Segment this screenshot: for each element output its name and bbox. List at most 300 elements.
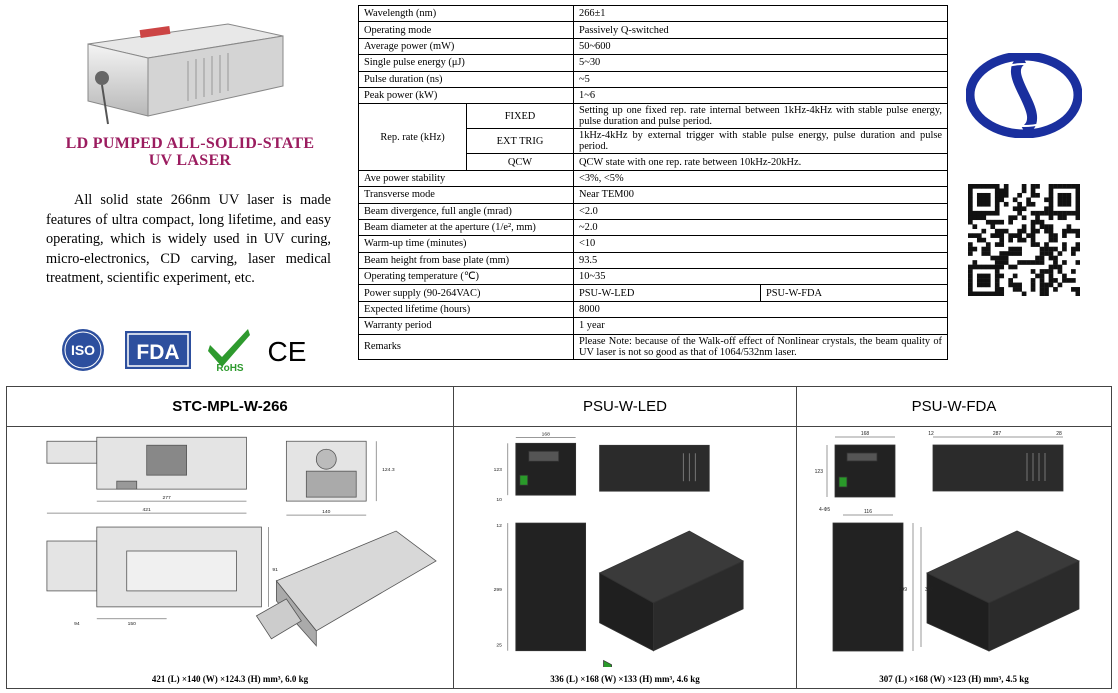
rep-rate-mode: EXT TRIG bbox=[467, 129, 574, 154]
qr-module bbox=[1017, 229, 1022, 234]
qr-module bbox=[1040, 274, 1045, 279]
qr-module bbox=[1040, 260, 1045, 265]
dim-label: 12 bbox=[496, 523, 502, 530]
qr-module bbox=[990, 211, 995, 216]
qr-module bbox=[981, 184, 986, 189]
qr-module bbox=[1049, 251, 1054, 256]
psu-led-panel bbox=[454, 387, 797, 688]
spec-value: <2.0 bbox=[574, 203, 948, 219]
spec-label: Power supply (90-264VAC) bbox=[359, 285, 574, 301]
spec-label: Expected lifetime (hours) bbox=[359, 301, 574, 317]
dim-label: 140 bbox=[322, 509, 331, 516]
dim-label: 10 bbox=[496, 497, 502, 504]
qr-module bbox=[1044, 197, 1049, 202]
dim-label: 150 bbox=[127, 620, 136, 627]
qr-module bbox=[999, 220, 1004, 225]
title-line-2: UV LASER bbox=[148, 152, 232, 169]
qr-module bbox=[981, 292, 986, 296]
qr-module bbox=[968, 242, 973, 247]
qr-module bbox=[1008, 247, 1013, 252]
table-row bbox=[359, 219, 948, 235]
qr-module bbox=[1040, 287, 1045, 292]
qr-module bbox=[1049, 211, 1054, 216]
qr-module bbox=[1022, 184, 1027, 189]
qr-module bbox=[1031, 193, 1036, 198]
qr-module bbox=[1022, 260, 1027, 265]
qr-module bbox=[1076, 184, 1080, 189]
table-row bbox=[359, 318, 948, 334]
qr-module bbox=[981, 197, 986, 202]
qr-module bbox=[968, 202, 973, 207]
table-row bbox=[359, 203, 948, 219]
qr-module bbox=[1076, 292, 1080, 296]
qr-module bbox=[1067, 278, 1072, 283]
table-row bbox=[359, 236, 948, 252]
spec-value: PSU-W-FDA bbox=[761, 285, 948, 301]
qr-module bbox=[1013, 265, 1018, 270]
qr-module bbox=[1017, 283, 1022, 288]
psu-fda-panel bbox=[797, 387, 1111, 688]
qr-module bbox=[995, 278, 1000, 283]
qr-module bbox=[1049, 215, 1054, 220]
qr-module bbox=[1062, 184, 1067, 189]
qr-module bbox=[995, 287, 1000, 292]
psu-led-drawing bbox=[454, 431, 796, 667]
qr-module bbox=[1053, 211, 1058, 216]
qr-module bbox=[1040, 292, 1045, 296]
qr-module bbox=[1044, 206, 1049, 211]
laser-head-panel bbox=[7, 387, 454, 688]
qr-module bbox=[1058, 184, 1063, 189]
spec-label: Pulse duration (ns) bbox=[359, 71, 574, 87]
panel-title: PSU-W-FDA bbox=[797, 387, 1111, 427]
qr-module bbox=[1017, 233, 1022, 238]
qr-module bbox=[968, 292, 973, 296]
qr-module bbox=[1076, 229, 1080, 234]
qr-module bbox=[981, 265, 986, 270]
qr-module bbox=[981, 278, 986, 283]
qr-module bbox=[1076, 260, 1080, 265]
spec-value: Please Note: because of the Walk-off effect of Nonlinear crystals, the beam quality of UV laser is not so good as that of 1064/532nm laser. bbox=[574, 334, 948, 359]
qr-module bbox=[1044, 211, 1049, 216]
qr-module bbox=[1071, 269, 1076, 274]
qr-module bbox=[986, 242, 991, 247]
qr-module bbox=[1062, 247, 1067, 252]
qr-module bbox=[1031, 283, 1036, 288]
qr-module bbox=[995, 242, 1000, 247]
qr-module bbox=[1076, 211, 1080, 216]
qr-module bbox=[968, 215, 973, 220]
qr-module bbox=[1035, 211, 1040, 216]
qr-module bbox=[1067, 193, 1072, 198]
spec-label: Remarks bbox=[359, 334, 574, 359]
qr-module bbox=[1062, 193, 1067, 198]
dim-label: 168 bbox=[860, 431, 870, 437]
qr-module bbox=[1017, 247, 1022, 252]
qr-module bbox=[1035, 260, 1040, 265]
qr-module bbox=[1071, 211, 1076, 216]
qr-module bbox=[999, 260, 1004, 265]
qr-module bbox=[1044, 229, 1049, 234]
qr-module bbox=[1031, 220, 1036, 225]
qr-module bbox=[1067, 197, 1072, 202]
qr-module bbox=[968, 206, 973, 211]
qr-module bbox=[1062, 211, 1067, 216]
qr-module bbox=[990, 224, 995, 229]
qr-module bbox=[1049, 193, 1054, 198]
panel-title: STC-MPL-W-266 bbox=[7, 387, 453, 427]
qr-module bbox=[977, 283, 982, 288]
qr-module bbox=[1049, 238, 1054, 243]
qr-module bbox=[1035, 184, 1040, 189]
qr-module bbox=[1058, 251, 1063, 256]
spec-value: 8000 bbox=[574, 301, 948, 317]
spec-label: Warm-up time (minutes) bbox=[359, 236, 574, 252]
qr-module bbox=[1013, 287, 1018, 292]
qr-module bbox=[1031, 224, 1036, 229]
qr-module bbox=[1035, 215, 1040, 220]
spec-label: Operating temperature (℃) bbox=[359, 269, 574, 285]
qr-module bbox=[1062, 215, 1067, 220]
qr-module bbox=[972, 265, 977, 270]
dim-label: 299 bbox=[493, 586, 502, 593]
qr-module bbox=[1049, 269, 1054, 274]
qr-module bbox=[1062, 274, 1067, 279]
qr-module bbox=[968, 211, 973, 216]
spec-label: Average power (mW) bbox=[359, 38, 574, 54]
qr-module bbox=[1022, 206, 1027, 211]
qr-module bbox=[995, 274, 1000, 279]
dim-label: 116 bbox=[864, 509, 872, 515]
qr-module bbox=[1022, 229, 1027, 234]
table-row bbox=[359, 301, 948, 317]
qr-module bbox=[1013, 215, 1018, 220]
spec-value: QCW state with one rep. rate between 10kHz-20kHz. bbox=[574, 154, 948, 170]
dimension-drawings bbox=[6, 386, 1112, 689]
panel-footer: 336 (L) ×168 (W) ×133 (H) mm³, 4.6 kg bbox=[550, 674, 700, 684]
qr-module bbox=[1008, 283, 1013, 288]
qr-module bbox=[1044, 247, 1049, 252]
qr-module bbox=[1031, 278, 1036, 283]
qr-module bbox=[986, 193, 991, 198]
qr-module bbox=[999, 238, 1004, 243]
qr-module bbox=[999, 197, 1004, 202]
qr-module bbox=[995, 256, 1000, 261]
qr-module bbox=[972, 224, 977, 229]
qr-module bbox=[995, 283, 1000, 288]
qr-module bbox=[986, 184, 991, 189]
qr-module bbox=[1004, 188, 1009, 193]
qr-module bbox=[1076, 206, 1080, 211]
qr-module bbox=[1049, 278, 1054, 283]
spec-label: Beam height from base plate (mm) bbox=[359, 252, 574, 268]
qr-module bbox=[1053, 287, 1058, 292]
qr-module bbox=[1022, 238, 1027, 243]
qr-module bbox=[1031, 238, 1036, 243]
spec-label: Wavelength (nm) bbox=[359, 6, 574, 22]
spec-label: Ave power stability bbox=[359, 170, 574, 186]
table-row bbox=[359, 22, 948, 38]
qr-module bbox=[1022, 224, 1027, 229]
qr-module bbox=[1026, 197, 1031, 202]
dim-label: 277 bbox=[162, 495, 171, 502]
qr-module bbox=[1031, 233, 1036, 238]
qr-module bbox=[968, 265, 973, 270]
qr-module bbox=[968, 184, 973, 189]
qr-module bbox=[968, 188, 973, 193]
qr-module bbox=[977, 197, 982, 202]
table-row bbox=[359, 187, 948, 203]
qr-module bbox=[1067, 229, 1072, 234]
spec-value: ~2.0 bbox=[574, 219, 948, 235]
qr-module bbox=[1053, 256, 1058, 261]
qr-module bbox=[1076, 202, 1080, 207]
qr-module bbox=[1031, 202, 1036, 207]
qr-module bbox=[995, 292, 1000, 296]
qr-module bbox=[1071, 229, 1076, 234]
qr-module bbox=[986, 251, 991, 256]
qr-module bbox=[1062, 233, 1067, 238]
qr-module bbox=[1013, 197, 1018, 202]
qr-module bbox=[1013, 283, 1018, 288]
qr-module bbox=[1008, 233, 1013, 238]
qr-module bbox=[1062, 278, 1067, 283]
qr-module bbox=[1040, 220, 1045, 225]
laser-product-photo bbox=[78, 6, 293, 126]
spec-label: Beam divergence, full angle (mrad) bbox=[359, 203, 574, 219]
qr-module bbox=[1040, 269, 1045, 274]
qr-module bbox=[999, 233, 1004, 238]
panel-footer: 307 (L) ×168 (W) ×123 (H) mm³, 4.5 kg bbox=[879, 674, 1029, 684]
qr-module bbox=[1017, 251, 1022, 256]
qr-module bbox=[990, 292, 995, 296]
qr-module bbox=[1004, 193, 1009, 198]
qr-module bbox=[995, 202, 1000, 207]
qr-module bbox=[995, 184, 1000, 189]
table-row bbox=[359, 55, 948, 71]
qr-module bbox=[990, 256, 995, 261]
qr-module bbox=[1004, 202, 1009, 207]
qr-module bbox=[972, 211, 977, 216]
qr-module bbox=[995, 197, 1000, 202]
qr-module bbox=[972, 260, 977, 265]
qr-module bbox=[977, 265, 982, 270]
qr-module bbox=[1013, 233, 1018, 238]
qr-module bbox=[1058, 269, 1063, 274]
qr-module bbox=[1044, 251, 1049, 256]
qr-module bbox=[1076, 215, 1080, 220]
spec-label: Rep. rate (kHz) bbox=[359, 104, 467, 170]
qr-module bbox=[968, 247, 973, 252]
qr-module bbox=[999, 292, 1004, 296]
ce-logo bbox=[262, 327, 312, 373]
qr-module bbox=[981, 283, 986, 288]
spec-label: Warranty period bbox=[359, 318, 574, 334]
psu-fda-drawing bbox=[797, 431, 1111, 667]
qr-module bbox=[990, 265, 995, 270]
qr-module bbox=[1071, 287, 1076, 292]
qr-module bbox=[1076, 287, 1080, 292]
spec-value: 1kHz-4kHz by external trigger with stable pulse energy, pulse duration and pulse period. bbox=[574, 129, 948, 154]
qr-module bbox=[1035, 274, 1040, 279]
dim-label: 299 bbox=[898, 587, 907, 593]
qr-module bbox=[1022, 215, 1027, 220]
qr-module bbox=[1022, 188, 1027, 193]
qr-module bbox=[986, 292, 991, 296]
qr-module bbox=[1026, 202, 1031, 207]
qr-module bbox=[995, 193, 1000, 198]
qr-module bbox=[972, 292, 977, 296]
qr-module bbox=[999, 193, 1004, 198]
dim-label: 12 bbox=[928, 431, 934, 437]
qr-module bbox=[1062, 197, 1067, 202]
qr-module bbox=[1031, 287, 1036, 292]
qr-module bbox=[1017, 202, 1022, 207]
qr-module bbox=[1049, 188, 1054, 193]
qr-module bbox=[1008, 215, 1013, 220]
qr-module bbox=[999, 229, 1004, 234]
qr-module bbox=[977, 211, 982, 216]
qr-module bbox=[1004, 251, 1009, 256]
qr-module bbox=[1071, 247, 1076, 252]
qr-module bbox=[995, 265, 1000, 270]
qr-module bbox=[977, 193, 982, 198]
qr-module bbox=[1049, 283, 1054, 288]
ce-text: CE bbox=[267, 336, 307, 367]
qr-module bbox=[1044, 224, 1049, 229]
qr-module bbox=[1004, 256, 1009, 261]
spec-table bbox=[358, 5, 948, 360]
qr-module bbox=[1044, 292, 1049, 296]
qr-module bbox=[1040, 247, 1045, 252]
qr-module bbox=[968, 193, 973, 198]
qr-module bbox=[1049, 224, 1054, 229]
spec-label: Transverse mode bbox=[359, 187, 574, 203]
qr-module bbox=[1053, 233, 1058, 238]
qr-module bbox=[977, 278, 982, 283]
qr-module bbox=[990, 233, 995, 238]
dim-label: 421 bbox=[142, 507, 151, 514]
dim-label: 4-Φ5 bbox=[819, 507, 831, 513]
qr-module bbox=[1031, 229, 1036, 234]
qr-module bbox=[1013, 251, 1018, 256]
dim-label: 91 bbox=[272, 566, 278, 573]
dim-label: 28 bbox=[1056, 431, 1062, 437]
qr-module bbox=[1076, 197, 1080, 202]
company-logo bbox=[966, 53, 1082, 138]
qr-module bbox=[1035, 220, 1040, 225]
fda-text: FDA bbox=[136, 341, 180, 364]
qr-module bbox=[1031, 269, 1036, 274]
spec-value: ~5 bbox=[574, 71, 948, 87]
laser-head-drawing bbox=[7, 431, 453, 667]
spec-label: Beam diameter at the aperture (1/e², mm) bbox=[359, 219, 574, 235]
qr-module bbox=[1053, 247, 1058, 252]
table-row bbox=[359, 38, 948, 54]
qr-module bbox=[986, 211, 991, 216]
qr-module bbox=[1035, 256, 1040, 261]
qr-module bbox=[1026, 233, 1031, 238]
qr-module bbox=[1049, 229, 1054, 234]
qr-module bbox=[977, 238, 982, 243]
qr-module bbox=[1053, 238, 1058, 243]
iso-logo bbox=[58, 327, 108, 373]
qr-module bbox=[1049, 184, 1054, 189]
qr-module bbox=[1049, 256, 1054, 261]
dim-label: 123 bbox=[493, 467, 502, 474]
qr-module bbox=[968, 274, 973, 279]
spec-value: Setting up one fixed rep. rate internal between 1kHz-4kHz with stable pulse energy, pulse duration and pulse period. bbox=[574, 104, 948, 129]
rohs-text: RoHS bbox=[216, 363, 244, 373]
qr-module bbox=[1062, 260, 1067, 265]
qr-module bbox=[1040, 251, 1045, 256]
spec-value: 1 year bbox=[574, 318, 948, 334]
dim-label: 94 bbox=[74, 620, 80, 627]
spec-label: Single pulse energy (μJ) bbox=[359, 55, 574, 71]
qr-module bbox=[986, 197, 991, 202]
qr-module bbox=[1031, 242, 1036, 247]
dim-label: 168 bbox=[541, 431, 550, 438]
spec-value: PSU-W-LED bbox=[574, 285, 761, 301]
qr-module bbox=[1040, 283, 1045, 288]
qr-module bbox=[1013, 206, 1018, 211]
qr-module bbox=[1017, 211, 1022, 216]
title-line-1: LD PUMPED ALL-SOLID-STATE bbox=[65, 135, 315, 152]
qr-module bbox=[1062, 229, 1067, 234]
iso-text: ISO bbox=[70, 342, 96, 358]
qr-module bbox=[1004, 184, 1009, 189]
qr-module bbox=[1008, 265, 1013, 270]
dim-label: 287 bbox=[992, 431, 1002, 437]
qr-module bbox=[1049, 233, 1054, 238]
spec-label: Operating mode bbox=[359, 22, 574, 38]
table-row bbox=[359, 285, 948, 301]
table-row bbox=[359, 87, 948, 103]
table-row bbox=[359, 269, 948, 285]
qr-module bbox=[1071, 184, 1076, 189]
qr-module bbox=[999, 274, 1004, 279]
intro-paragraph: All solid state 266nm UV laser is made features of ultra compact, long lifetime, and easy operating, which is widely used in UV curing, micro-electronics, CD carving, laser medical treatment, scientific experiment, etc. bbox=[46, 192, 331, 286]
qr-module bbox=[1013, 274, 1018, 279]
qr-module bbox=[1053, 265, 1058, 270]
qr-module bbox=[981, 238, 986, 243]
spec-value: 266±1 bbox=[574, 6, 948, 22]
dim-label: 123 bbox=[814, 469, 823, 475]
qr-module bbox=[995, 260, 1000, 265]
qr-module bbox=[1017, 206, 1022, 211]
spec-value: Near TEM00 bbox=[574, 187, 948, 203]
product-title bbox=[30, 135, 350, 169]
qr-module bbox=[999, 242, 1004, 247]
qr-module bbox=[1067, 224, 1072, 229]
qr-module bbox=[1049, 206, 1054, 211]
qr-module bbox=[1071, 251, 1076, 256]
qr-module bbox=[1053, 184, 1058, 189]
qr-module bbox=[1058, 265, 1063, 270]
qr-module bbox=[1044, 287, 1049, 292]
spec-value: <3%, <5% bbox=[574, 170, 948, 186]
qr-code bbox=[968, 184, 1080, 296]
qr-module bbox=[977, 292, 982, 296]
qr-module bbox=[1062, 242, 1067, 247]
qr-module bbox=[995, 233, 1000, 238]
qr-module bbox=[1017, 193, 1022, 198]
table-row bbox=[359, 334, 948, 359]
qr-module bbox=[995, 188, 1000, 193]
qr-module bbox=[999, 188, 1004, 193]
qr-module bbox=[990, 184, 995, 189]
qr-module bbox=[1022, 292, 1027, 296]
